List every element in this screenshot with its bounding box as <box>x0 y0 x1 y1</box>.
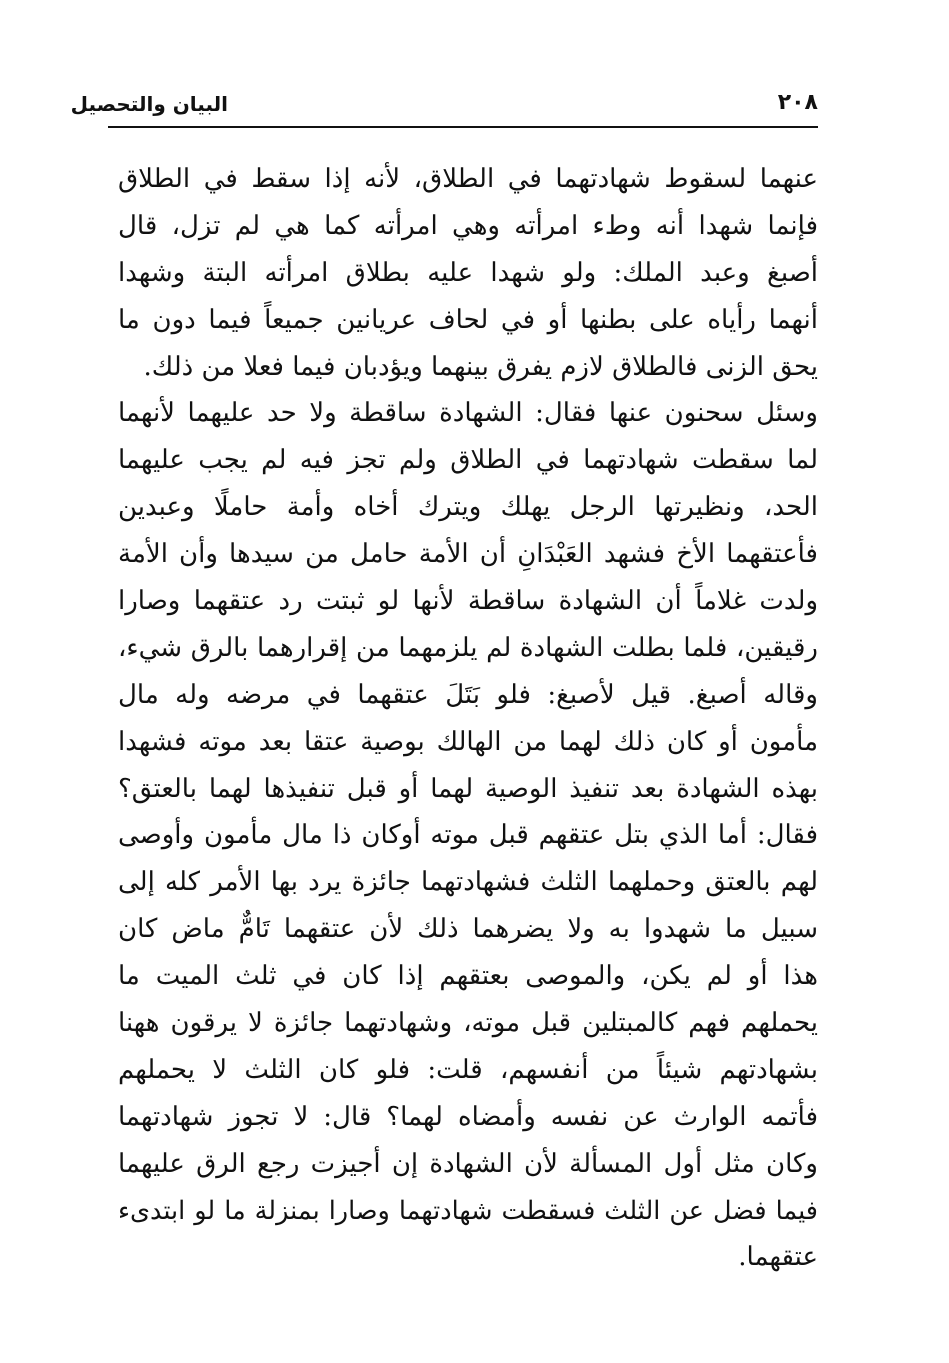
text-line: فأتمه الوارث عن نفسه وأمضاه لهما؟ قال: لا تجوز شهادتهما <box>118 1101 818 1132</box>
text-line: وكان مثل أول المسألة لأن الشهادة إن أجيزت رجع الرق عليهما <box>118 1148 818 1179</box>
text-line: رقيقين، فلما بطلت الشهادة لم يلزمهما من إقرارهما بالرق شيء، <box>118 632 818 663</box>
text-line: بهذه الشهادة بعد تنفيذ الوصية لهما أو قبل تنفيذها لهما بالعتق؟ <box>118 773 818 804</box>
text-line: الحد، ونظيرتها الرجل يهلك ويترك أخاه وأمة حاملًا وعبدين <box>118 492 818 523</box>
text-line: عتقهما. <box>738 1242 818 1273</box>
text-line: وسئل سحنون عنها فقال: الشهادة ساقطة ولا حد عليهما لأنهما <box>118 398 818 429</box>
text-line: أصبغ وعبد الملك: ولو شهدا عليه بطلاق امرأته البتة وشهدا <box>118 257 818 288</box>
text-line: ولدت غلاماً أن الشهادة ساقطة لأنها لو ثبتت رد عتقهما وصارا <box>118 586 818 617</box>
text-line: فيما فضل عن الثلث فسقطت شهادتهما وصارا بمنزلة ما لو ابتدىء <box>118 1195 818 1226</box>
text-line: فقال: أما الذي بتل عتقهم قبل موته أوكان ذا مال مأمون وأوصى <box>118 820 818 851</box>
text-line: لهم بالعتق وحملهما الثلث فشهادتهما جائزة يرد بها الأمر كله إلى <box>118 867 818 898</box>
text-line: أنهما رأياه على بطنها أو في لحاف عريانين جميعاً فيما دون ما <box>118 304 818 335</box>
text-line: عنهما لسقوط شهادتهما في الطلاق، لأنه إذا سقط في الطلاق <box>118 164 818 194</box>
header-rule <box>108 126 818 128</box>
text-line: وقاله أصبغ. قيل لأصبغ: فلو بَتَلَ عتقهما في مرضه وله مال <box>118 679 818 710</box>
text-line: مأمون أو كان ذلك لهما من الهالك بوصية عتقا بعد موته فشهدا <box>118 726 818 757</box>
running-title: البيان والتحصيل <box>70 92 228 116</box>
text-line: فإنما شهدا أنه وطء امرأته وهي امرأته كما هي لم تزل، قال <box>118 210 818 241</box>
text-line: بشهادتهم شيئاً من أنفسهم، قلت: فلو كان الثلث لا يحملهم <box>118 1054 818 1085</box>
text-line: هذا أو لم يكن، والموصى بعتقهم إذا كان في ثلث الميت ما <box>118 961 818 992</box>
text-line: لما سقطت شهادتهما في الطلاق ولم تجز فيه لم يجب عليهما <box>118 445 818 476</box>
text-line: سبيل ما شهدوا به ولا يضرهما ذلك لأن عتقهما تَامٌّ ماض كان <box>118 914 818 945</box>
text-line: يحق الزنى فالطلاق لازم يفرق بينهما ويؤدبان فيما فعلا من ذلك. <box>143 351 818 382</box>
main-text <box>118 156 818 1281</box>
text-line: فأعتقهما الأخ فشهد العَبْدَانِ أن الأمة حامل من سيدها وأن الأمة <box>118 539 818 570</box>
page-header <box>70 88 818 128</box>
page-number: ٢٠٨ <box>777 90 818 115</box>
text-line: يحملهم فهم كالمبتلين قبل موته، وشهادتهما جائزة لا يرقون ههنا <box>118 1008 818 1039</box>
